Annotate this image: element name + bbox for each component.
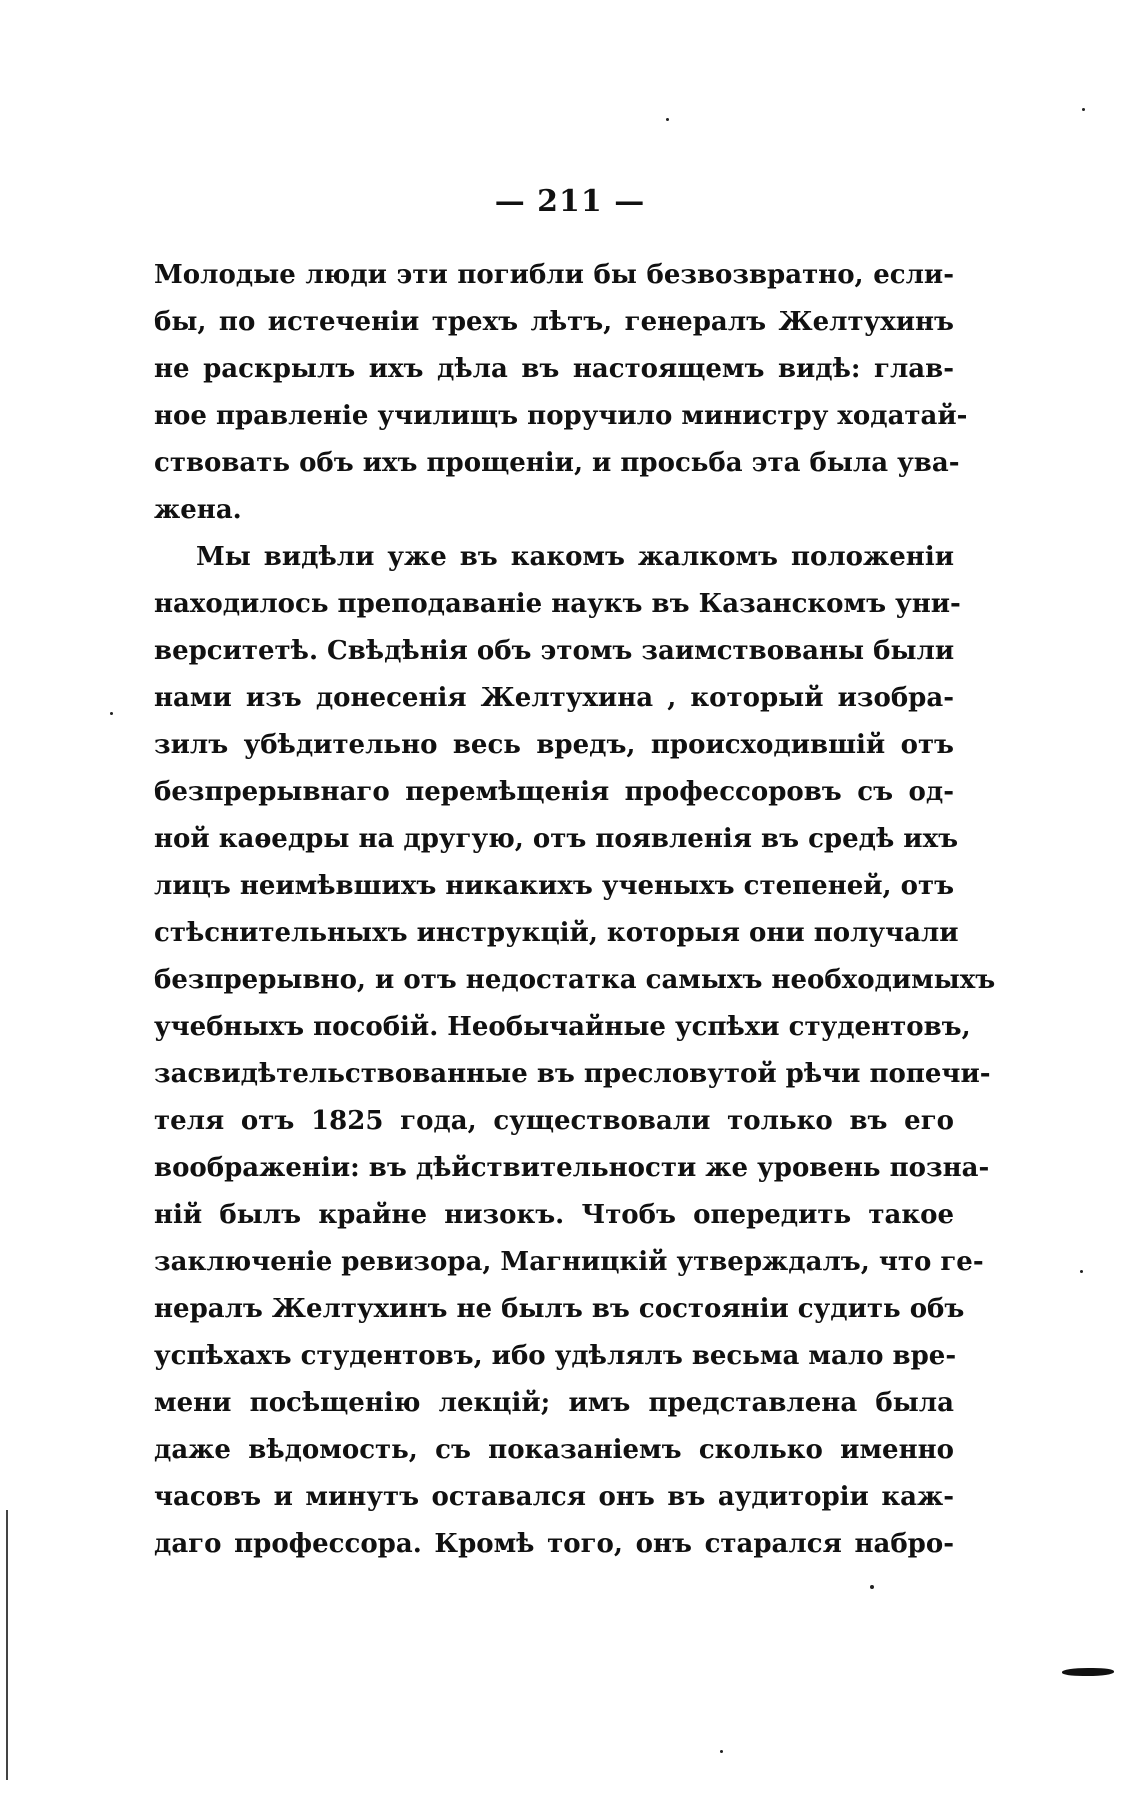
text-line: ной каѳедры на другую, отъ появленія въ средѣ ихъ bbox=[154, 824, 959, 854]
scan-speck bbox=[1080, 1270, 1083, 1273]
page-number: — 211 — bbox=[494, 184, 646, 219]
scan-speck bbox=[110, 712, 113, 715]
text-line: ное правленіе училищъ поручило министру ходатай- bbox=[154, 401, 968, 431]
text-line: не раскрылъ ихъ дѣла въ настоящемъ видѣ: глав- bbox=[154, 354, 954, 384]
text-line: часовъ и минутъ оставался онъ въ аудиторіи каж- bbox=[154, 1482, 954, 1512]
text-line: засвидѣтельствованные въ пресловутой рѣчи попечи- bbox=[154, 1059, 991, 1089]
text-line: успѣхахъ студентовъ, ибо удѣлялъ весьма мало вре- bbox=[154, 1341, 957, 1371]
scan-speck bbox=[720, 1750, 723, 1753]
text-line: теля отъ 1825 года, существовали только въ его bbox=[154, 1106, 954, 1136]
scan-margin-line bbox=[6, 1510, 8, 1780]
text-line: безпрерывнаго перемѣщенія профессоровъ съ од- bbox=[154, 777, 954, 807]
body-text bbox=[154, 252, 996, 1568]
text-line: воображеніи: въ дѣйствительности же уровень позна- bbox=[154, 1153, 990, 1183]
scan-speck bbox=[1082, 108, 1085, 111]
text-line: даго профессора. Кромѣ того, онъ старался набро- bbox=[154, 1529, 954, 1559]
text-line: Молодые люди эти погибли бы безвозвратно, если- bbox=[154, 260, 954, 290]
text-line: ствовать объ ихъ прощеніи, и просьба эта была ува- bbox=[154, 448, 960, 478]
text-line: бы, по истеченіи трехъ лѣтъ, генералъ Желтухинъ bbox=[154, 307, 954, 337]
text-line: жена. bbox=[154, 495, 242, 525]
text-line: лицъ неимѣвшихъ никакихъ ученыхъ степеней, отъ bbox=[154, 871, 955, 901]
scan-speck bbox=[666, 118, 669, 121]
text-line: заключеніе ревизора, Магницкій утверждалъ, что ге- bbox=[154, 1247, 984, 1277]
text-line: находилось преподаваніе наукъ въ Казанскомъ уни- bbox=[154, 589, 961, 619]
text-line: мени посѣщенію лекцій; имъ представлена была bbox=[154, 1388, 954, 1418]
text-line: Мы видѣли уже въ какомъ жалкомъ положеніи bbox=[196, 542, 954, 572]
text-line: нами изъ донесенія Желтухина , который изобра- bbox=[154, 683, 954, 713]
scan-edge-mark bbox=[1062, 1668, 1114, 1676]
text-line: безпрерывно, и отъ недостатка самыхъ необходимыхъ bbox=[154, 965, 996, 995]
text-line: стѣснительныхъ инструкцій, которыя они получали bbox=[154, 918, 959, 948]
text-line: ній былъ крайне низокъ. Чтобъ опередить такое bbox=[154, 1200, 954, 1230]
scan-speck bbox=[870, 1585, 874, 1589]
text-line: даже вѣдомость, съ показаніемъ сколько именно bbox=[154, 1435, 954, 1465]
text-line: учебныхъ пособій. Необычайные успѣхи студентовъ, bbox=[154, 1012, 971, 1042]
text-line: зилъ убѣдительно весь вредъ, происходившій отъ bbox=[154, 730, 954, 760]
text-line: нералъ Желтухинъ не былъ въ состояніи судить объ bbox=[154, 1294, 965, 1324]
text-line: верситетѣ. Свѣдѣнія объ этомъ заимствованы были bbox=[154, 636, 955, 666]
